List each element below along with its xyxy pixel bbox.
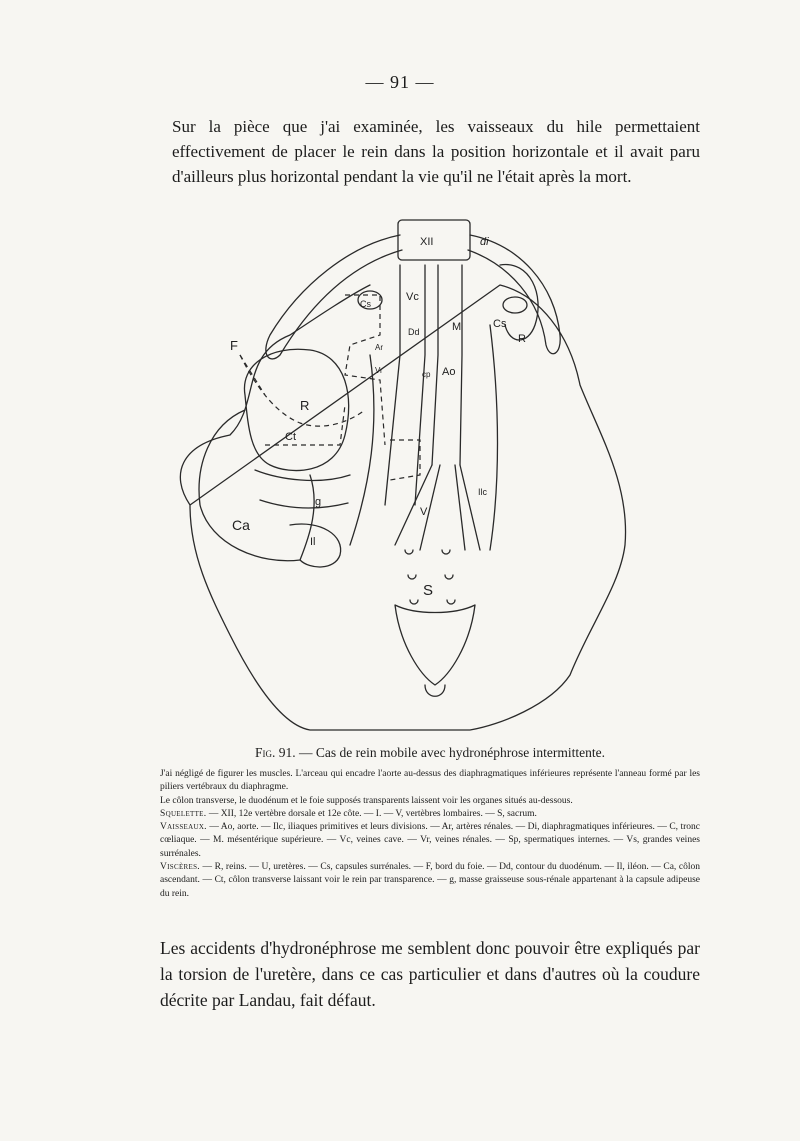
caption-paragraph-2: Le côlon transverse, le duodénum et le foie supposés transparents laissent voir les organes situés au-dessous. bbox=[160, 795, 573, 806]
visceres-text: — R, reins. — U, uretères. — Cs, capsules surrénales. — F, bord du foie. — Dd, contour du duodénum. — Il, iléon. — Ca, côlon ascendant. — Ct, côlon transverse laissant voir le rein par transparence. — g, masse graisseuse sous-rénale appartenant à la capsule adipeuse du rein. bbox=[160, 862, 700, 899]
vaisseaux-label: Vaisseaux. bbox=[160, 822, 207, 833]
f-pointer bbox=[240, 355, 265, 395]
kidney-left bbox=[244, 349, 348, 470]
label-ao: Ao bbox=[442, 366, 456, 378]
intro-text: Sur la pièce que j'ai examinée, les vaisseaux du hile permettaient effectivement de placer le rein dans la position horizontale et il avait paru d'ailleurs plus horizontal pendant la vie qu'il ne l'était après la mort. bbox=[172, 117, 700, 186]
caption-title-text: — Cas de rein mobile avec hydronéphrose intermittente. bbox=[299, 745, 605, 760]
subrenal-fat bbox=[390, 440, 420, 480]
squelette-text: — XII, 12e vertèbre dorsale et 12e côte. — I. — V, vertèbres lombaires. — S, sacrum. bbox=[208, 808, 537, 819]
vena-cava bbox=[385, 265, 425, 505]
label-ilc: Ilc bbox=[478, 487, 487, 497]
label-r-right: R bbox=[518, 333, 526, 345]
label-cs-right: Cs bbox=[493, 318, 507, 330]
squelette-label: Squelette. bbox=[160, 808, 207, 819]
label-vc: Vc bbox=[406, 291, 419, 303]
anatomical-figure bbox=[170, 205, 640, 735]
intro-paragraph bbox=[172, 114, 700, 189]
label-r-left: R bbox=[300, 398, 310, 413]
caption-visceres bbox=[160, 861, 700, 901]
label-il: Il bbox=[310, 536, 316, 548]
iliac-arteries bbox=[395, 465, 480, 550]
figure-caption bbox=[160, 745, 700, 901]
caption-paragraph-1: J'ai négligé de figurer les muscles. L'arceau qui encadre l'aorte au-dessus des diaphragmatiques inférieures représente l'anneau formé par les piliers vertébraux du diaphragme. bbox=[160, 769, 700, 793]
label-cp: cp bbox=[422, 370, 431, 379]
vaisseaux-text: — Ao, aorte. — Ilc, iliaques primitives et leurs divisions. — Ar, artères rénales. — Di, diaphragmatiques inférieures. — C, tronc cœliaque. — M. mésentérique supérieure. — Vc, veines cave. — Vr, veines rénales. — Sp, spermatiques internes. — Vs, grandes veines surrénales. bbox=[160, 822, 701, 859]
pelvis-outline bbox=[180, 285, 625, 730]
conclusion-paragraph: Les accidents d'hydronéphrose me semblent donc pouvoir être expliqués par la torsion de l'uretère, dans ce cas particulier et dans d'autres où la coudure décrite par Landau, fait défaut. bbox=[160, 938, 700, 1010]
label-cs-left: Cs bbox=[360, 299, 371, 309]
page-number: — 91 — bbox=[365, 72, 435, 92]
label-di: di bbox=[480, 236, 489, 248]
label-vr: Vr bbox=[375, 366, 383, 375]
visceres-label: Viscères. bbox=[160, 862, 200, 873]
caption-title bbox=[160, 745, 700, 761]
caption-fig-number: Fig. 91. bbox=[255, 745, 296, 760]
label-m: M bbox=[452, 321, 462, 333]
label-g: g bbox=[315, 496, 322, 508]
label-dd: Dd bbox=[408, 327, 420, 337]
aorta bbox=[432, 265, 462, 465]
vertebra-xii bbox=[398, 220, 470, 260]
transverse-colon bbox=[255, 470, 350, 508]
label-f: F bbox=[230, 338, 238, 353]
label-xii: XII bbox=[420, 236, 434, 248]
label-ct: Ct bbox=[285, 431, 296, 443]
sacrum bbox=[395, 605, 475, 685]
label-s: S bbox=[423, 582, 434, 599]
label-ar: Ar bbox=[375, 343, 383, 352]
caption-vaisseaux bbox=[160, 821, 700, 861]
caption-squelette bbox=[160, 808, 700, 821]
label-ca: Ca bbox=[232, 517, 250, 533]
ascending-colon bbox=[199, 410, 314, 561]
adrenal-right bbox=[503, 297, 527, 313]
label-v: V bbox=[420, 506, 428, 518]
coccyx bbox=[425, 685, 445, 696]
rib-right bbox=[468, 235, 560, 354]
